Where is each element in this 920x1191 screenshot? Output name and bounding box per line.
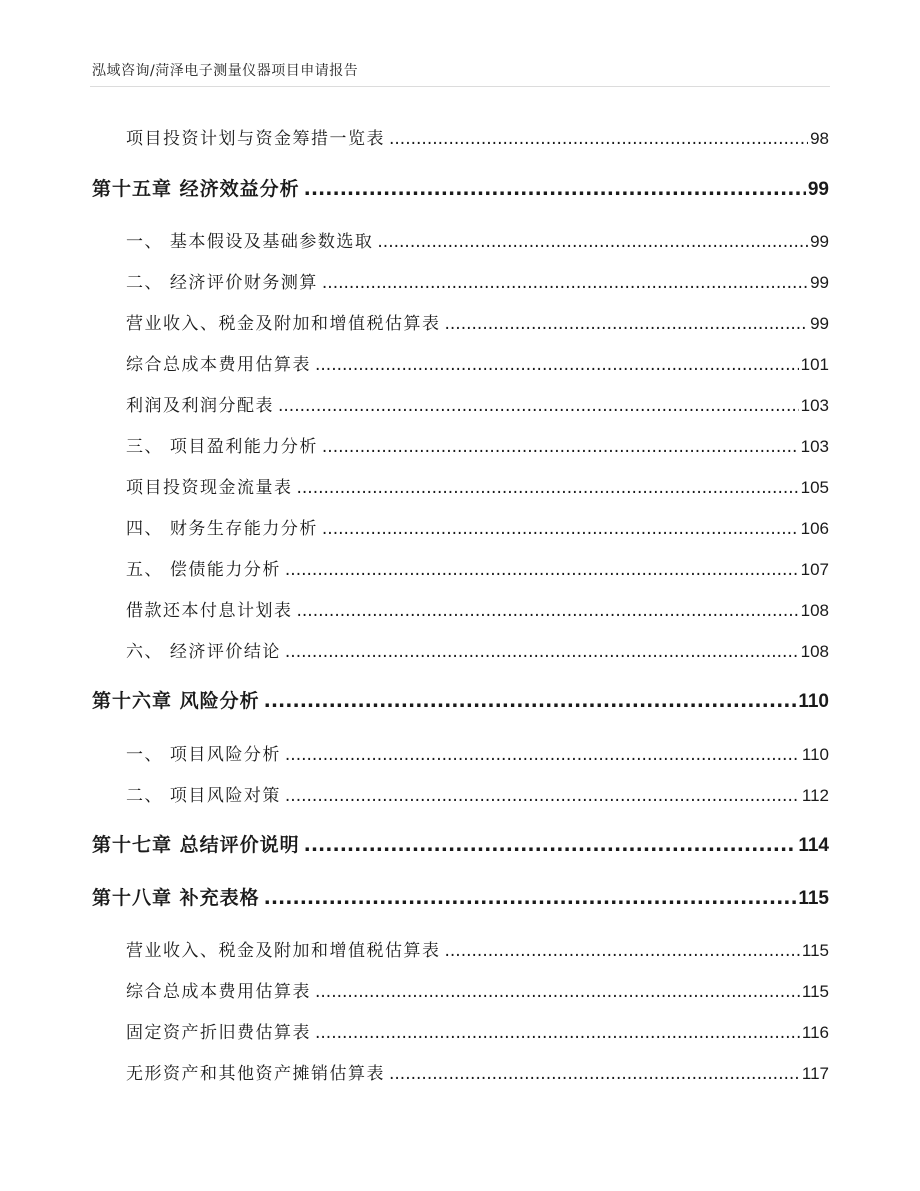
toc-chapter-title: 第十七章 总结评价说明 <box>92 834 300 856</box>
toc-entry-title: 四、 财务生存能力分析 <box>126 519 318 539</box>
toc-page-number: 99 <box>807 179 829 200</box>
toc-entry-title: 三、 项目盈利能力分析 <box>126 437 318 457</box>
toc-dot-leader <box>322 437 799 457</box>
toc-entry[interactable] <box>126 473 829 498</box>
toc-dot-leader <box>285 642 799 662</box>
toc-page-number: 105 <box>800 478 829 497</box>
toc-entry-title: 项目投资现金流量表 <box>126 478 293 498</box>
toc-dot-leader <box>445 941 800 961</box>
toc-entry[interactable] <box>126 432 829 457</box>
toc-page-number: 108 <box>800 642 829 661</box>
toc-page-number: 116 <box>801 1023 829 1042</box>
toc-dot-leader <box>297 601 799 621</box>
toc-page-number: 98 <box>810 129 829 148</box>
toc-dot-leader <box>389 129 808 149</box>
toc-chapter-title: 第十六章 风险分析 <box>92 690 260 712</box>
toc-dot-leader <box>322 273 808 293</box>
toc-dot-leader <box>315 982 800 1002</box>
toc-entry[interactable] <box>126 391 829 416</box>
toc-page-number: 103 <box>800 437 829 456</box>
toc-chapter-entry[interactable] <box>92 686 829 713</box>
toc-entry[interactable] <box>126 268 829 293</box>
toc-entry-title: 利润及利润分配表 <box>126 396 274 416</box>
toc-dot-leader <box>315 355 799 375</box>
running-header: 泓域咨询/菏泽电子测量仪器项目申请报告 <box>92 63 359 79</box>
toc-entry[interactable] <box>126 350 829 375</box>
toc-entry[interactable] <box>126 637 829 662</box>
toc-dot-leader <box>389 1064 800 1084</box>
toc-entry[interactable] <box>126 596 829 621</box>
toc-entry-title: 营业收入、税金及附加和增值税估算表 <box>126 941 441 961</box>
toc-chapter-title: 第十五章 经济效益分析 <box>92 178 300 200</box>
toc-chapter-entry[interactable] <box>92 174 829 201</box>
toc-entry-title: 二、 项目风险对策 <box>126 786 281 806</box>
toc-dot-leader <box>304 834 797 856</box>
toc-page-number: 112 <box>801 786 829 805</box>
toc-dot-leader <box>285 786 800 806</box>
toc-entry[interactable] <box>126 1018 829 1043</box>
toc-dot-leader <box>278 396 799 416</box>
toc-dot-leader <box>264 690 797 712</box>
toc-dot-leader <box>445 314 809 334</box>
toc-page-number: 103 <box>800 396 829 415</box>
toc-entry-title: 项目投资计划与资金筹措一览表 <box>126 129 385 149</box>
toc-entry[interactable] <box>126 781 829 806</box>
toc-dot-leader <box>285 560 799 580</box>
toc-entry-title: 二、 经济评价财务测算 <box>126 273 318 293</box>
toc-entry-title: 借款还本付息计划表 <box>126 601 293 621</box>
toc-page-number: 101 <box>800 355 829 374</box>
toc-chapter-title: 第十八章 补充表格 <box>92 887 260 909</box>
toc-entry[interactable] <box>126 227 829 252</box>
toc-entry-title: 营业收入、税金及附加和增值税估算表 <box>126 314 441 334</box>
toc-dot-leader <box>315 1023 800 1043</box>
toc-page-number: 99 <box>810 314 829 333</box>
toc-page-number: 106 <box>800 519 829 538</box>
toc-entry[interactable] <box>126 936 829 961</box>
toc-entry[interactable] <box>126 977 829 1002</box>
toc-chapter-entry[interactable] <box>92 830 829 857</box>
toc-entry[interactable] <box>126 740 829 765</box>
toc-page-number: 108 <box>800 601 829 620</box>
toc-entry-title: 一、 基本假设及基础参数选取 <box>126 232 374 252</box>
toc-page-number: 110 <box>798 691 829 712</box>
toc-entry-title: 一、 项目风险分析 <box>126 745 281 765</box>
toc-dot-leader <box>322 519 799 539</box>
toc-entry[interactable] <box>126 555 829 580</box>
toc-chapter-entry[interactable] <box>92 883 829 910</box>
toc-dot-leader <box>377 232 808 252</box>
toc-entry-title: 六、 经济评价结论 <box>126 642 281 662</box>
toc-dot-leader <box>285 745 800 765</box>
toc-dot-leader <box>297 478 799 498</box>
toc-page-number: 114 <box>798 835 829 856</box>
toc-dot-leader <box>304 178 806 200</box>
toc-entry-title: 无形资产和其他资产摊销估算表 <box>126 1064 385 1084</box>
toc-entry[interactable] <box>126 514 829 539</box>
toc-page-number: 107 <box>800 560 829 579</box>
toc-dot-leader <box>264 887 797 909</box>
toc-page-number: 115 <box>801 982 829 1001</box>
toc-entry[interactable] <box>126 1059 829 1084</box>
toc-entry[interactable] <box>126 309 829 334</box>
toc-entry[interactable] <box>126 124 829 149</box>
toc-page-number: 110 <box>801 745 829 764</box>
toc-page-number: 115 <box>801 941 829 960</box>
toc-page-number: 115 <box>798 888 829 909</box>
toc-page-number: 117 <box>801 1064 829 1083</box>
toc-page-number: 99 <box>810 273 829 292</box>
toc-page-number: 99 <box>810 232 829 251</box>
toc-entry-title: 综合总成本费用估算表 <box>126 982 311 1002</box>
toc-entry-title: 固定资产折旧费估算表 <box>126 1023 311 1043</box>
toc-entry-title: 综合总成本费用估算表 <box>126 355 311 375</box>
toc-entry-title: 五、 偿债能力分析 <box>126 560 281 580</box>
